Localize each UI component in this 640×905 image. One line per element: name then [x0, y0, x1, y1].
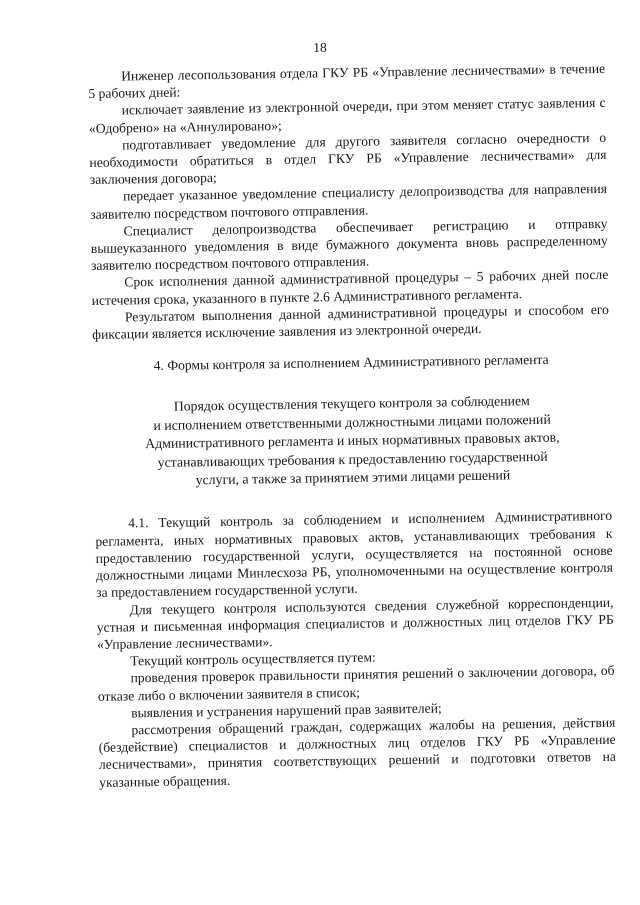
page-number: 18 — [313, 40, 327, 55]
paragraph: Специалист делопроизводства обеспечивает регистрацию и отправку вышеуказанного уведомления в виде бумажного документа вновь распределенному заявителю посредством почтового отправления. — [90, 215, 608, 274]
paragraph: рассмотрения обращений граждан, содержащих жалобы на решения, действия (бездействие) специалистов и должностных лиц отделов ГКУ РБ «Управление лесничествами», принятия соответствующих решений и подготовки ответов на указанные обращения. — [98, 714, 616, 790]
paragraph: Для текущего контроля используются сведения служебной корреспонденции, устная и письменная информация специалистов и должностных лиц отделов ГКУ РБ «Управление лесничествами». — [96, 594, 614, 652]
paragraph: проведения проверок правильности принятия решений о заключении договора, об отказе либо о включении заявителя в список; — [97, 663, 615, 704]
subsection-heading-line: и исполнением ответственными должностными лицами положений — [153, 411, 551, 433]
subsection-heading-line: Административного регламента и иных нормативных правовых актов, — [145, 429, 560, 452]
paragraph: Инженер лесопользования отдела ГКУ РБ «Управление лесничествами» в течение 5 рабочих дней: — [88, 60, 606, 102]
subsection-heading-line: устанавливающих требования к предоставлению государственной — [157, 448, 548, 470]
paragraph: исключает заявление из электронной очереди, при этом меняет статус заявления с «Одобрено» на «Аннулировано»; — [88, 95, 606, 136]
document-body — [88, 60, 616, 791]
paragraph: Текущий контроль осуществляется путем: — [130, 649, 376, 669]
paragraph: подготавливает уведомление для другого заявителя согласно очередности о необходимости обратиться в отдел ГКУ РБ «Управление лесничествами» для заключения договора; — [89, 129, 607, 188]
subsection-heading-line: услуги, а также за принятием этими лицами решений — [195, 467, 511, 488]
paragraph: Результатом выполнения данной административной процедуры и способом его фиксации является исключение заявления из электронной очереди. — [92, 301, 609, 343]
section-heading: 4. Формы контроля за исполнением Административного регламента — [153, 352, 549, 374]
paragraph: выявления и устранения нарушений прав заявителей; — [131, 700, 442, 721]
subsection-heading-line: Порядок осуществления текущего контроля за соблюдением — [173, 393, 530, 415]
paragraph: 4.1. Текущий контроль за соблюдением и исполнением Административного регламента, иных нормативных правовых актов, устанавливающих требования к предоставлению государственной услуги, осуществляется на постоянной основе должностными лицами Минлесхоза РБ, уполномоченными на осуществление контроля за предоставлением государственной услуги. — [95, 508, 614, 601]
subsection-heading — [93, 391, 611, 491]
paragraph: передает указанное уведомление специалисту делопроизводства для направления заявителю посредством почтового отправления. — [90, 181, 608, 222]
paragraph: Срок исполнения данной административной процедуры – 5 рабочих дней после истечения срока, указанного в пункте 2.6 Административного регламента. — [91, 267, 609, 308]
